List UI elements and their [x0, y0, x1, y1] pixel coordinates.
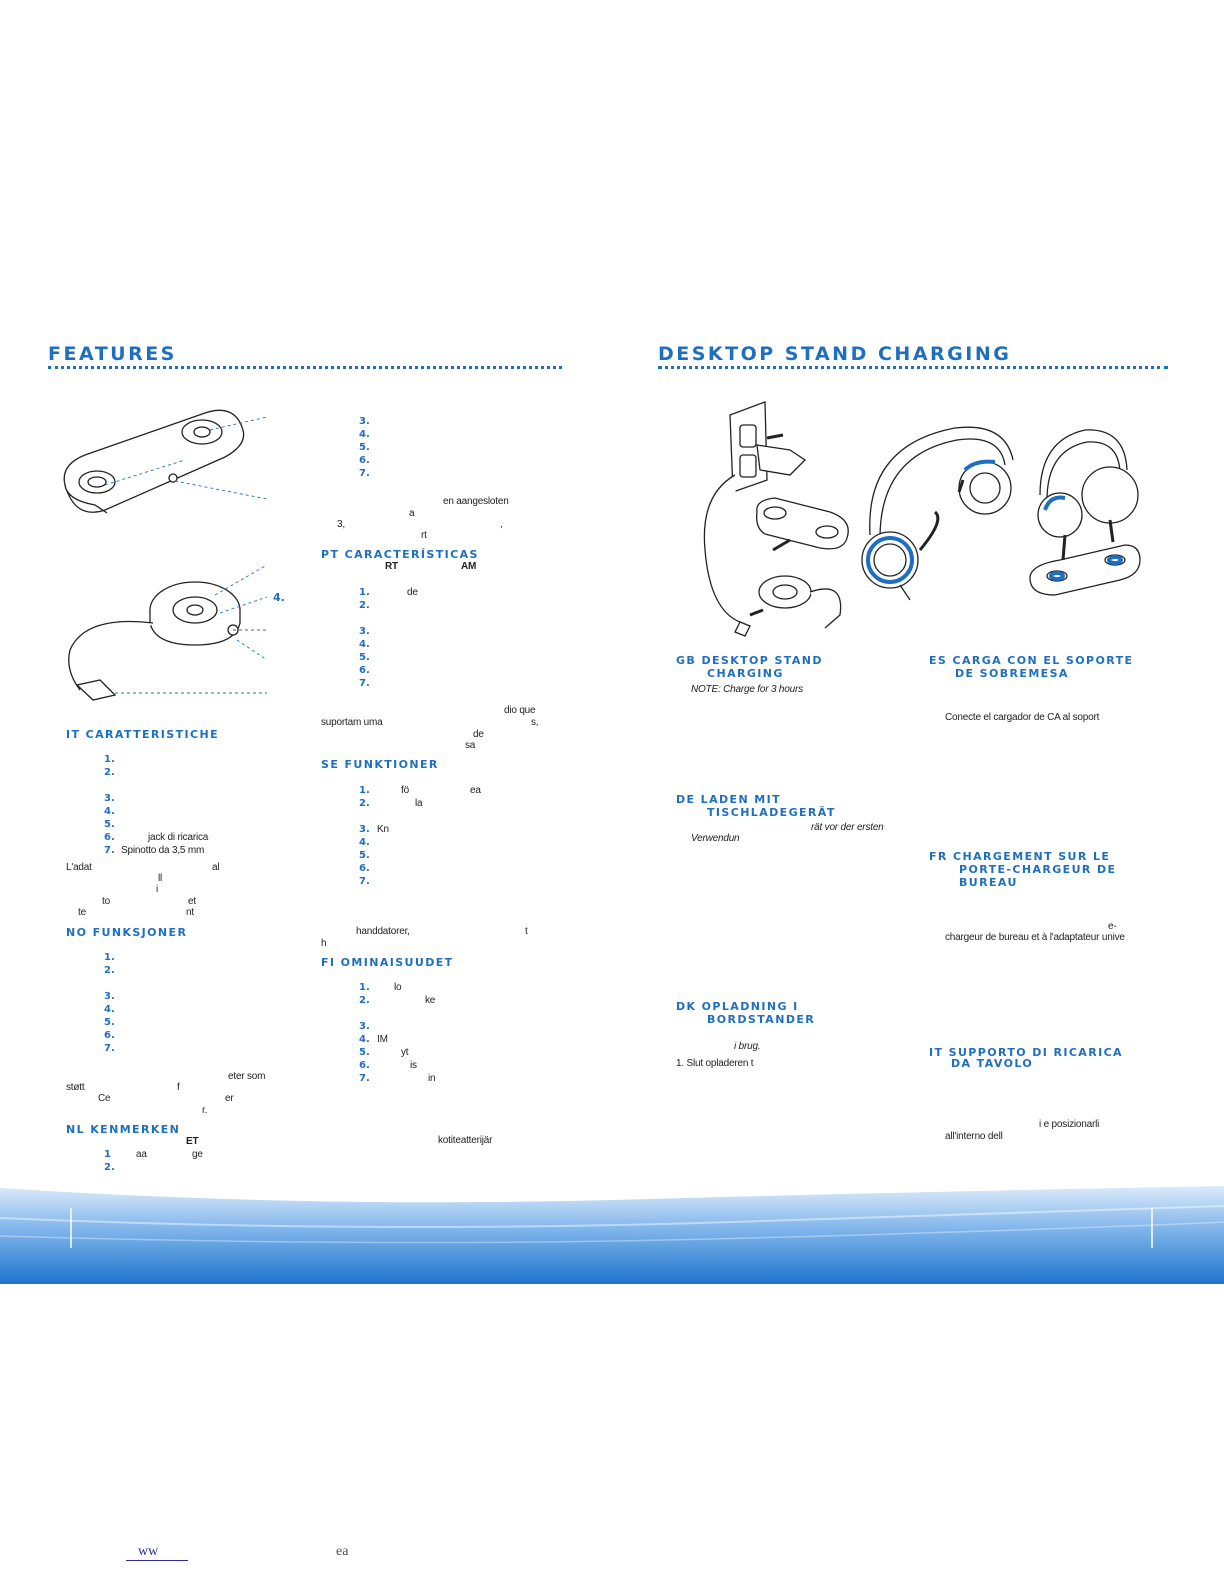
no-para-frag: r.	[202, 1105, 208, 1116]
fi-item-2: 2.	[359, 995, 370, 1006]
pt-para-frag: suportam uma	[321, 717, 383, 728]
no-para-frag: f	[177, 1082, 180, 1093]
nl-item-7: 7.	[359, 468, 370, 479]
se-item-1: 1.	[359, 785, 370, 796]
fi-item-1: 1.	[359, 982, 370, 993]
fr-text: chargeur de bureau et à l'adaptateur unive	[945, 932, 1125, 943]
dk-step-1: 1. Slut opladeren t	[676, 1058, 754, 1069]
pt-item-3: 3.	[359, 626, 370, 637]
fi-item-4-text: IM	[377, 1034, 388, 1045]
it-para-frag: ll	[158, 873, 163, 884]
se-item-4: 4.	[359, 837, 370, 848]
se-para-frag: t	[525, 926, 528, 937]
it-right-text: i e posizionarli	[1039, 1119, 1100, 1130]
fi-item-7-text: in	[428, 1073, 436, 1084]
nl-item-6: 6.	[359, 455, 370, 466]
gb-note: NOTE: Charge for 3 hours	[691, 684, 803, 695]
pt-item-4: 4.	[359, 639, 370, 650]
section-title-se: SE FUNKTIONER	[321, 758, 439, 771]
fi-item-1-text: lo	[394, 982, 402, 993]
section-title-dk-line2: BORDSTANDER	[707, 1013, 816, 1026]
de-note: Verwendun	[691, 833, 740, 844]
section-title-fi: FI OMINAISUUDET	[321, 956, 454, 969]
se-item-7: 7.	[359, 876, 370, 887]
title-dotted-rule	[48, 366, 562, 369]
nl-item-1-text: aa	[136, 1149, 147, 1160]
features-title: FEATURES	[48, 343, 177, 365]
no-item-7: 7.	[104, 1043, 115, 1054]
fi-item-5-text: yt	[401, 1047, 409, 1058]
section-title-dk: DK OPLADNING I	[676, 1000, 799, 1013]
section-title-fr-line2: PORTE-CHARGEUR DE	[959, 863, 1117, 876]
nl-para-frag: 3,	[337, 519, 345, 530]
nl-item-5: 5.	[359, 442, 370, 453]
it-item-4: 4.	[104, 806, 115, 817]
it-item-6-text: jack di ricarica	[148, 832, 209, 843]
fi-item-5: 5.	[359, 1047, 370, 1058]
section-title-de-line2: TISCHLADEGERÄT	[707, 806, 836, 819]
es-text: Conecte el cargador de CA al soport	[945, 712, 1100, 723]
it-para-frag: L'adat	[66, 862, 92, 873]
de-note: rät vor der ersten	[811, 822, 884, 833]
footer-text: ea	[336, 1544, 349, 1559]
se-item-3-text: Kn	[377, 824, 389, 835]
it-item-1: 1.	[104, 754, 115, 765]
it-para-frag: to	[102, 896, 110, 907]
headset-dock-illustration	[55, 405, 295, 705]
footer-link[interactable]: ww	[126, 1544, 188, 1561]
se-item-6: 6.	[359, 863, 370, 874]
fi-item-6-text: is	[410, 1060, 417, 1071]
pt-item-1: 1.	[359, 587, 370, 598]
no-para-frag: eter som	[228, 1071, 266, 1082]
pt-para-frag: s,	[531, 717, 539, 728]
fr-text: e-	[1108, 921, 1117, 932]
pt-item-5: 5.	[359, 652, 370, 663]
no-item-1: 1.	[104, 952, 115, 963]
section-title-fr: FR CHARGEMENT SUR LE	[929, 850, 1111, 863]
nl-item-2: 2.	[104, 1162, 115, 1173]
no-item-5: 5.	[104, 1017, 115, 1028]
section-title-pt: PT CARACTERÍSTICAS	[321, 548, 479, 561]
title-dotted-rule	[658, 366, 1168, 369]
no-item-6: 6.	[104, 1030, 115, 1041]
it-right-text: all'interno dell	[945, 1131, 1003, 1142]
it-item-5: 5.	[104, 819, 115, 830]
no-para-frag: Ce	[98, 1093, 111, 1104]
no-para-frag: er	[225, 1093, 234, 1104]
pt-para-frag: de	[473, 729, 484, 740]
it-para-frag: te	[78, 907, 86, 918]
section-title-no: NO FUNKSJONER	[66, 926, 188, 939]
pt-para-frag: sa	[465, 740, 476, 751]
nl-para-frag: en aangesloten	[443, 496, 509, 507]
pt-item-6: 6.	[359, 665, 370, 676]
se-item-2-text: la	[415, 798, 423, 809]
section-title-it-right: IT SUPPORTO DI RICARICA	[929, 1046, 1123, 1059]
section-title-it: IT CARATTERISTICHE	[66, 728, 219, 741]
section-title-gb: GB DESKTOP STAND	[676, 654, 823, 667]
no-para-frag: støtt	[66, 1082, 85, 1093]
se-para-frag: h	[321, 938, 327, 949]
section-title-gb-line2: CHARGING	[707, 667, 784, 680]
se-item-3: 3.	[359, 824, 370, 835]
pt-item-2: 2.	[359, 600, 370, 611]
fi-item-6: 6.	[359, 1060, 370, 1071]
fi-item-2-text: ke	[425, 995, 436, 1006]
section-title-it-right-line2: DA TAVOLO	[951, 1057, 1034, 1070]
charging-steps-illustration	[695, 400, 1165, 640]
fi-item-3: 3.	[359, 1021, 370, 1032]
nl-item-3: 3.	[359, 416, 370, 427]
no-item-2: 2.	[104, 965, 115, 976]
nl-para-frag: rt	[421, 530, 427, 541]
nl-para-frag: a	[409, 508, 415, 519]
section-title-de: DE LADEN MIT	[676, 793, 782, 806]
dk-note: i brug.	[734, 1041, 761, 1052]
fi-item-7: 7.	[359, 1073, 370, 1084]
nl-item-4: 4.	[359, 429, 370, 440]
nl-item-1: 1	[104, 1149, 111, 1160]
se-item-1-text: ea	[470, 785, 481, 796]
nl-para-frag: ,	[500, 519, 503, 530]
pt-item-1-text: de	[407, 587, 418, 598]
it-item-7-text: Spinotto da 3,5 mm	[121, 845, 205, 856]
section-title-nl: NL KENMERKEN	[66, 1123, 181, 1136]
no-item-4: 4.	[104, 1004, 115, 1015]
it-para-frag: al	[212, 862, 220, 873]
it-item-7: 7.	[104, 845, 115, 856]
fi-item-4: 4.	[359, 1034, 370, 1045]
pt-sub: AM	[461, 561, 477, 572]
it-item-6: 6.	[104, 832, 115, 843]
it-para-frag: nt	[186, 907, 194, 918]
callout-number-4: 4.	[273, 591, 285, 604]
se-item-2: 2.	[359, 798, 370, 809]
it-item-2: 2.	[104, 767, 115, 778]
pt-para-frag: dio que	[504, 705, 536, 716]
no-item-3: 3.	[104, 991, 115, 1002]
nl-sub: ET	[186, 1136, 199, 1147]
fi-para-frag: kotiteatterijär	[438, 1135, 493, 1146]
section-title-fr-line3: BUREAU	[959, 876, 1018, 889]
it-para-frag: i	[156, 884, 159, 895]
se-para-frag: handdatorer,	[356, 926, 410, 937]
nl-item-1-text: ge	[192, 1149, 203, 1160]
pt-sub: RT	[385, 561, 398, 572]
se-item-5: 5.	[359, 850, 370, 861]
desktop-stand-charging-title: DESKTOP STAND CHARGING	[658, 343, 1012, 365]
pt-item-7: 7.	[359, 678, 370, 689]
se-item-1-text: fö	[401, 785, 409, 796]
footer-wave-band	[0, 1178, 1224, 1284]
it-para-frag: et	[188, 896, 196, 907]
it-item-3: 3.	[104, 793, 115, 804]
section-title-es-line2: DE SOBREMESA	[955, 667, 1069, 680]
section-title-es: ES CARGA CON EL SOPORTE	[929, 654, 1134, 667]
